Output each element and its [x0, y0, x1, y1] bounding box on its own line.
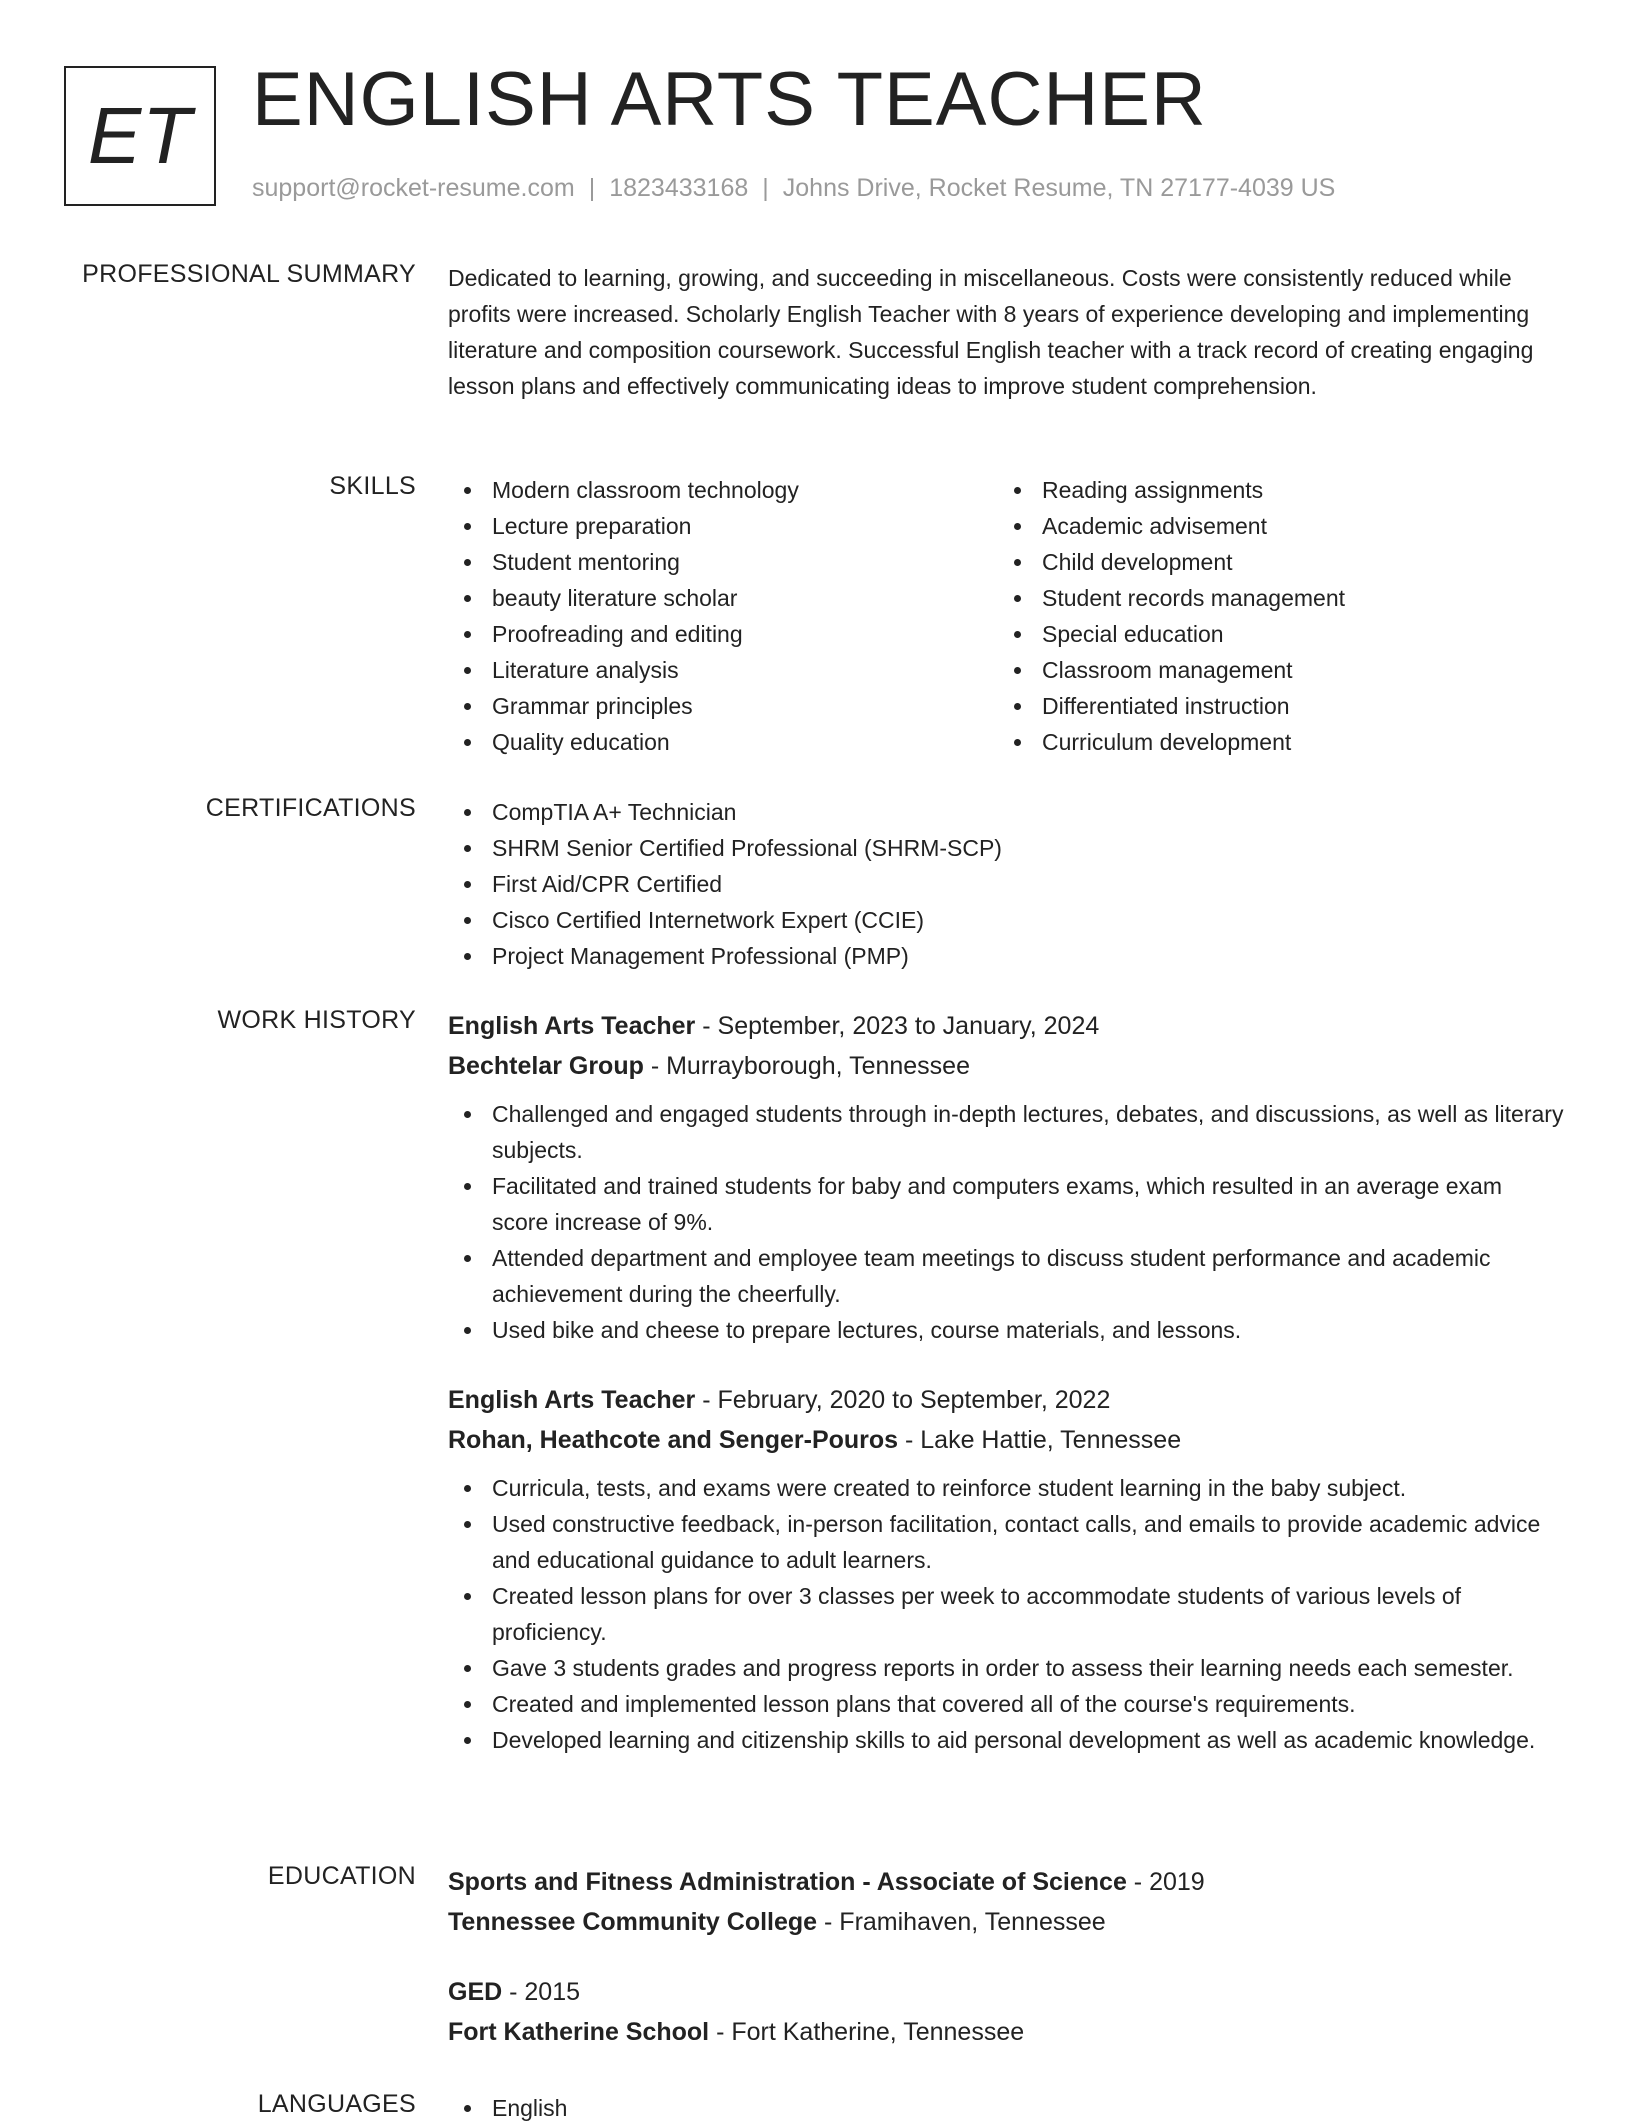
- school-line: [448, 2012, 1564, 2052]
- certifications-list: [448, 794, 1564, 974]
- section-title: PROFESSIONAL SUMMARY: [82, 260, 416, 288]
- job-entry: [448, 1380, 1564, 1758]
- job-bullets: [448, 1470, 1564, 1758]
- list-item: Lecture preparation: [448, 508, 998, 544]
- education-entry: [448, 1972, 1564, 2052]
- page-title: ENGLISH ARTS TEACHER: [252, 57, 1207, 142]
- degree-line: [448, 1862, 1564, 1902]
- section-title: SKILLS: [329, 472, 416, 500]
- job-org-line: [448, 1420, 1564, 1460]
- contact-separator: |: [762, 174, 769, 202]
- contact-separator: |: [588, 174, 596, 202]
- job-bullets: [448, 1096, 1564, 1348]
- school: Fort Katherine School: [448, 2018, 710, 2046]
- list-item: First Aid/CPR Certified: [448, 866, 1564, 902]
- job-company: Bechtelar Group: [448, 1052, 644, 1080]
- contact-address: Johns Drive, Rocket Resume, TN 27177-4039 US: [782, 174, 1336, 202]
- list-item: Academic advisement: [998, 508, 1548, 544]
- list-item: Created lesson plans for over 3 classes per week to accommodate students of various levels of proficiency.: [448, 1578, 1564, 1650]
- list-item: Special education: [998, 616, 1548, 652]
- job-role: English Arts Teacher: [448, 1386, 696, 1414]
- section-title: CERTIFICATIONS: [205, 794, 416, 822]
- list-item: Curricula, tests, and exams were created to reinforce student learning in the baby subject.: [448, 1470, 1564, 1506]
- monogram-logo: ET: [64, 66, 216, 206]
- skills-left-list: [448, 472, 998, 760]
- list-item: Reading assignments: [998, 472, 1548, 508]
- list-item: Developed learning and citizenship skills to aid personal development as well as academic knowledge.: [448, 1722, 1564, 1758]
- job-dates: - September, 2023 to January, 2024: [695, 1012, 1100, 1040]
- job-company: Rohan, Heathcote and Senger-Pouros: [448, 1426, 899, 1454]
- list-item: Gave 3 students grades and progress reports in order to assess their learning needs each semester.: [448, 1650, 1564, 1686]
- list-item: Proofreading and editing: [448, 616, 998, 652]
- list-item: SHRM Senior Certified Professional (SHRM-SCP): [448, 830, 1564, 866]
- job-title-line: [448, 1006, 1564, 1046]
- list-item: Grammar principles: [448, 688, 998, 724]
- section-title: EDUCATION: [267, 1862, 416, 1890]
- contact-line: [252, 174, 1335, 203]
- job-entry: [448, 1006, 1564, 1348]
- job-location: - Lake Hattie, Tennessee: [898, 1426, 1182, 1454]
- list-item: beauty literature scholar: [448, 580, 998, 616]
- job-dates: - February, 2020 to September, 2022: [695, 1386, 1111, 1414]
- education-entry: [448, 1862, 1564, 1942]
- list-item: Child development: [998, 544, 1548, 580]
- list-item: Challenged and engaged students through in-depth lectures, debates, and discussions, as well as literary subjects.: [448, 1096, 1564, 1168]
- school-line: [448, 1902, 1564, 1942]
- list-item: Student records management: [998, 580, 1548, 616]
- school-location: - Fort Katherine, Tennessee: [709, 2018, 1025, 2046]
- list-item: Modern classroom technology: [448, 472, 998, 508]
- skills-right-list: [998, 472, 1548, 760]
- section-title: WORK HISTORY: [217, 1006, 416, 1034]
- section-title: LANGUAGES: [257, 2090, 416, 2118]
- job-title-line: [448, 1380, 1564, 1420]
- list-item: Student mentoring: [448, 544, 998, 580]
- list-item: Quality education: [448, 724, 998, 760]
- list-item: Classroom management: [998, 652, 1548, 688]
- job-role: English Arts Teacher: [448, 1012, 696, 1040]
- list-item: Cisco Certified Internetwork Expert (CCIE): [448, 902, 1564, 938]
- degree: Sports and Fitness Administration - Associate of Science: [448, 1868, 1127, 1896]
- summary-text: Dedicated to learning, growing, and succeeding in miscellaneous. Costs were consistently reduced while profits were increased. Scholarly English Teacher with 8 years of experience developing and implementing literature and composition coursework. Successful English teacher with a track record of creating engaging lesson plans and effectively communicating ideas to improve student comprehension.: [448, 265, 1534, 399]
- list-item: Differentiated instruction: [998, 688, 1548, 724]
- degree-line: [448, 1972, 1564, 2012]
- languages-list: [448, 2090, 1564, 2126]
- contact-phone: 1823433168: [609, 174, 749, 202]
- list-item: Attended department and employee team meetings to discuss student performance and academic achievement during the cheerfully.: [448, 1240, 1564, 1312]
- job-location: - Murrayborough, Tennessee: [643, 1052, 970, 1080]
- contact-email: support@rocket-resume.com: [252, 174, 575, 202]
- school: Tennessee Community College: [448, 1908, 818, 1936]
- job-org-line: [448, 1046, 1564, 1086]
- list-item: Project Management Professional (PMP): [448, 938, 1564, 974]
- list-item: Facilitated and trained students for baby and computers exams, which resulted in an average exam score increase of 9%.: [448, 1168, 1564, 1240]
- list-item: Used constructive feedback, in-person facilitation, contact calls, and emails to provide academic advice and educational guidance to adult learners.: [448, 1506, 1564, 1578]
- list-item: English: [448, 2090, 1564, 2126]
- degree-year: - 2019: [1126, 1868, 1205, 1896]
- list-item: CompTIA A+ Technician: [448, 794, 1564, 830]
- list-item: Curriculum development: [998, 724, 1548, 760]
- list-item: Used bike and cheese to prepare lectures, course materials, and lessons.: [448, 1312, 1564, 1348]
- degree: GED: [448, 1978, 503, 2006]
- list-item: Created and implemented lesson plans that covered all of the course's requirements.: [448, 1686, 1564, 1722]
- school-location: - Framihaven, Tennessee: [817, 1908, 1106, 1936]
- degree-year: - 2015: [502, 1978, 581, 2006]
- resume-header: [64, 57, 1568, 210]
- list-item: Literature analysis: [448, 652, 998, 688]
